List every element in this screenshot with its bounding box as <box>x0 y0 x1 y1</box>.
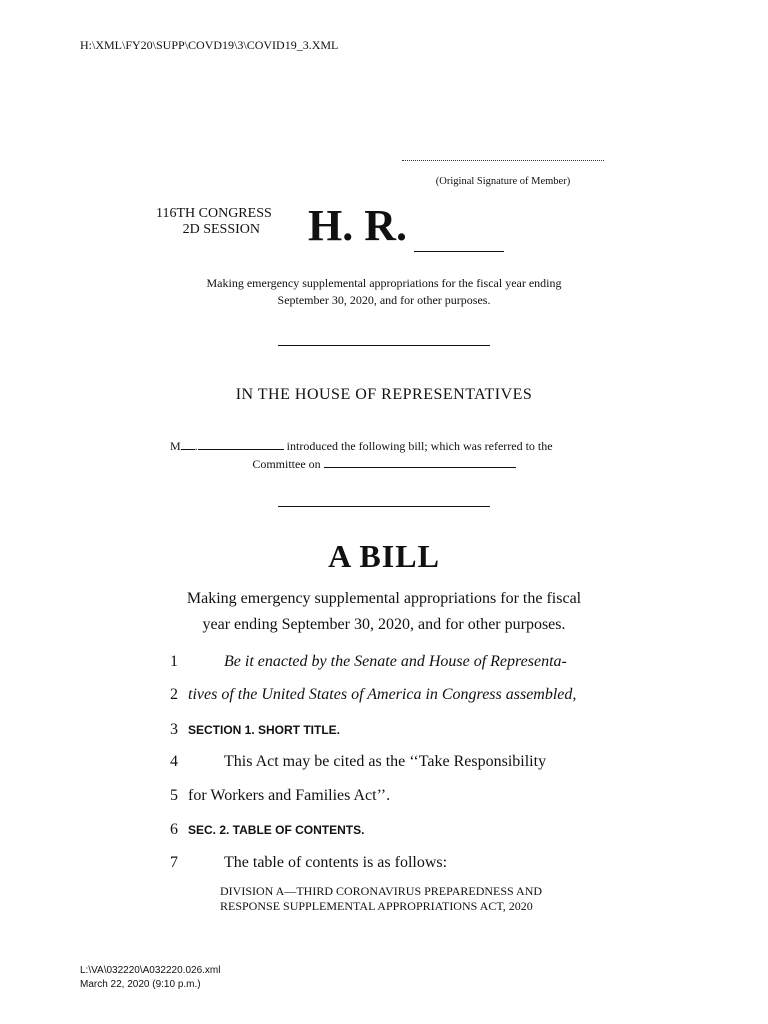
line-number: 3 <box>170 721 178 738</box>
enacting-clause-line-2: tives of the United States of America in Congress assembled, <box>188 686 577 703</box>
line-number: 6 <box>170 821 178 838</box>
line-number: 2 <box>170 686 178 703</box>
committee-name-blank <box>324 456 516 468</box>
member-name-blank <box>198 438 284 450</box>
short-title-text-line-2: for Workers and Families Act’’. <box>188 787 391 804</box>
file-path-header: H:\XML\FY20\SUPP\COVD19\3\COVID19_3.XML <box>80 38 339 52</box>
enacting-clause-line-1: Be it enacted by the Senate and House of Representa- <box>224 653 567 670</box>
bill-number-label: H. R. <box>308 201 407 250</box>
line-number: 1 <box>170 653 178 670</box>
toc-division-line-2: RESPONSE SUPPLEMENTAL APPROPRIATIONS ACT, 2020 <box>220 899 533 913</box>
footer-date: March 22, 2020 (9:10 p.m.) <box>80 979 201 990</box>
house-heading: IN THE HOUSE OF REPRESENTATIVES <box>235 386 533 403</box>
committee-line <box>170 456 598 472</box>
session-number: 2D SESSION <box>182 222 260 237</box>
line-number: 5 <box>170 787 178 804</box>
short-description-line-1: Making emergency supplemental appropriations for the fiscal year ending <box>206 276 562 290</box>
introduction-text: introduced the following bill; which was referred to the <box>286 439 553 453</box>
introduction-line: M . introduced the following bill; which was referred to the <box>170 439 553 453</box>
divider-rule <box>278 345 490 346</box>
short-description-line-2: September 30, 2020, and for other purposes. <box>277 293 491 307</box>
section-heading: SEC. 2. TABLE OF CONTENTS. <box>188 823 365 837</box>
member-prefix: M <box>170 439 181 453</box>
member-title-blank <box>181 438 195 450</box>
line-number: 7 <box>170 854 178 871</box>
committee-label: Committee on <box>252 457 321 471</box>
divider-rule <box>278 506 490 507</box>
bill-title: A BILL <box>328 538 440 574</box>
line-number: 4 <box>170 753 178 770</box>
short-description <box>160 275 608 309</box>
section-heading: SECTION 1. SHORT TITLE. <box>188 723 341 737</box>
toc-division-line-1: DIVISION A—THIRD CORONAVIRUS PREPAREDNESS AND <box>220 884 543 898</box>
footer-file-path: L:\VA\032220\A032220.026.xml <box>80 965 221 976</box>
signature-label: (Original Signature of Member) <box>435 176 571 187</box>
toc-intro-text: The table of contents is as follows: <box>224 854 448 871</box>
long-title-line-2: year ending September 30, 2020, and for other purposes. <box>202 616 566 633</box>
long-title-line-1: Making emergency supplemental appropriations for the fiscal <box>186 590 582 607</box>
short-title-text-line-1: This Act may be cited as the ‘‘Take Responsibility <box>224 753 547 770</box>
congress-number: 116TH CONGRESS <box>156 206 272 221</box>
bill-number-blank <box>414 251 504 252</box>
signature-line <box>402 160 604 161</box>
